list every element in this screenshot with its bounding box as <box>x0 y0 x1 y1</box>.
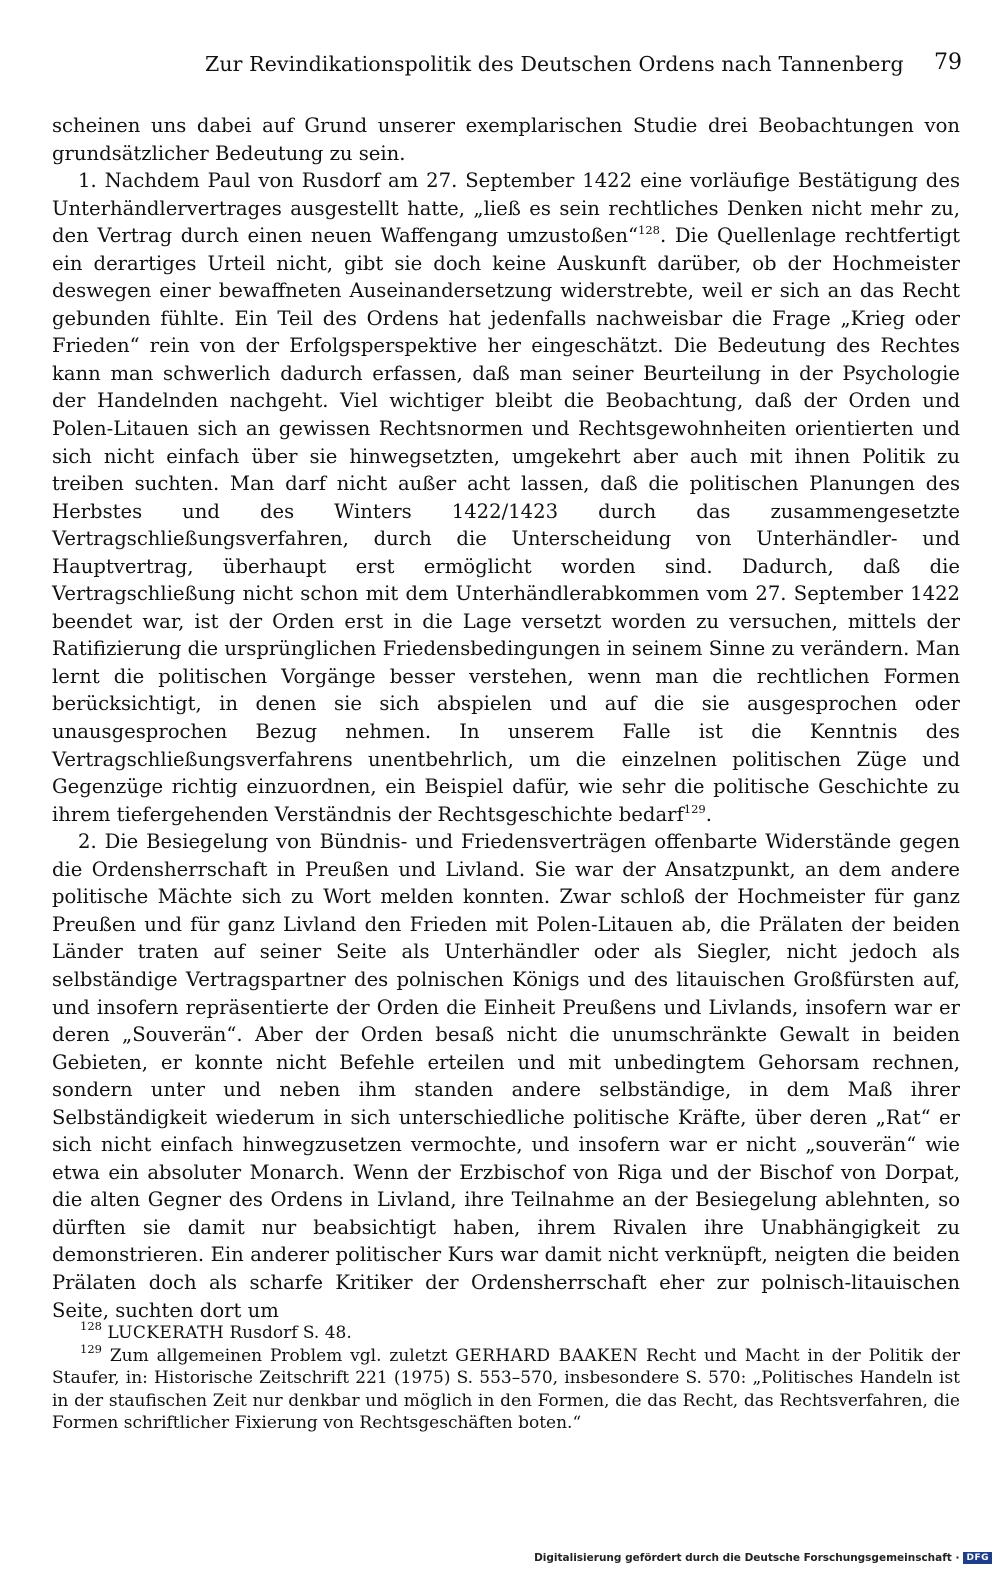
footnote-text: Recht und Macht in der Politik der Staufer, in: Historische Zeitschrift 221 (1975) S. 553–570, insbesondere S. 570: „Politisches Handeln ist in der staufischen Zeit nur denkbar und möglich in den Formen, die das Recht, das Rechtsverfahren, die Formen schriftlicher Fixierung von Rechtsgeschäften boten.“ <box>52 1345 961 1433</box>
footnotes <box>52 1319 961 1435</box>
dfg-logo: DFG <box>963 1552 992 1564</box>
paragraph-observation-1 <box>52 167 960 828</box>
footnote-text: Zum allgemeinen Problem vgl. zuletzt <box>101 1345 456 1366</box>
paragraph-continuation: scheinen uns dabei auf Grund unserer exemplarischen Studie drei Beobachtungen von grundsätzlicher Bedeutung zu sein. <box>52 114 960 165</box>
footnote-128 <box>52 1319 960 1345</box>
page-number: 79 <box>934 50 962 75</box>
footnote-text: Rusdorf S. 48. <box>224 1323 352 1343</box>
funding-note: Digitalisierung gefördert durch die Deutsche Forschungsgemeinschaft · <box>534 1552 960 1564</box>
running-title: Zur Revindikationspolitik des Deutschen Ordens nach Tannenberg <box>205 52 904 76</box>
paragraph-text: . Die Quellenlage rechtfertigt ein derartiges Urteil nicht, gibt sie doch keine Auskunft darüber, ob der Hochmeister deswegen einer bewaffneten Auseinandersetzung widerstrebte, weil er sich an das Recht gebunden fühlte. Ein Teil des Ordens hat jedenfalls nachweisbar die Frage „Krieg oder Frieden“ rein von der Erfolgsperspektive her eingeschätzt. Die Bedeutung des Rechtes kann man schwerlich dadurch erfassen, daß man seiner Beurteilung in der Psychologie der Handelnden nachgeht. Viel wichtiger bleibt die Beobachtung, daß der Orden und Polen-Litauen sich an gewissen Rechtsnormen und Rechtsgewohnheiten orientierten und sich nicht einfach über sie hinwegsetzten, umgekehrt aber auch mit ihnen Politik zu treiben suchten. Man darf nicht außer acht lassen, daß die politischen Planungen des Herbstes und des Winters 1422/1423 durch das zusammengesetzte Vertragschließungsverfahren, durch die Unterscheidung von Unterhändler- und Hauptvertrag, überhaupt erst ermöglicht worden sind. Dadurch, daß die Vertragschließung nicht schon mit dem Unterhändlerabkommen vom 27. September 1422 beendet war, ist der Orden erst in die Lage versetzt worden zu versuchen, mittels der Ratifizierung die ursprünglichen Friedensbedingungen in seinem Sinne zu verändern. Man lernt die politischen Vorgänge besser verstehen, wenn man die rechtlichen Formen berücksichtigt, in denen sie sich abspielen und auf die sie ausgesprochen oder unausgesprochen Bezug nehmen. In unserem Falle ist die Kenntnis des Vertragschließungsverfahrens unentbehrlich, um die einzelnen politischen Züge und Gegenzüge richtig einzuordnen, ein Beispiel dafür, wie sehr die politische Geschichte zu ihrem tiefergehenden Verständnis der Rechtsgeschichte bedarf <box>52 224 960 826</box>
digitization-footer <box>534 1552 992 1564</box>
footnote-author: GERHARD BAAKEN <box>455 1345 639 1366</box>
footnote-number: 129 <box>80 1341 102 1356</box>
main-text <box>52 112 960 1324</box>
paragraph-text: 1. Nachdem Paul von Rusdorf am 27. September 1422 eine vorläufige Bestätigung des Unterhändlervertrages ausgestellt hatte, „ließ es sein rechtliches Denken nicht mehr zu, den Vertrag durch einen neuen Waffengang umzustoßen“ <box>52 169 960 248</box>
footnote-author: LUCKERATH <box>107 1323 225 1343</box>
page-header <box>0 52 1000 92</box>
footnote-ref-129[interactable]: 129 <box>683 801 706 816</box>
footnote-number: 128 <box>80 1319 102 1333</box>
paragraph-observation-2: 2. Die Besiegelung von Bündnis- und Friedensverträgen offenbarte Widerstände gegen die Ordensherrschaft in Preußen und Livland. Sie war der Ansatzpunkt, an dem andere politische Mächte sich zu Wort melden konnten. Zwar schloß der Hochmeister für ganz Preußen und für ganz Livland den Frieden mit Polen-Litauen ab, die Prälaten der beiden Länder traten auf seiner Seite als Unterhändler oder als Siegler, nicht jedoch als selbständige Vertragspartner des polnischen Königs und des litauischen Großfürsten auf, und insofern repräsentierte der Orden die Einheit Preußens und Livlands, insofern war er deren „Souverän“. Aber der Orden besaß nicht die unumschränkte Gewalt in beiden Gebieten, er konnte nicht Befehle erteilen und mit unbedingtem Gehorsam rechnen, sondern unter und neben ihm standen andere selbständige, in dem Maß ihrer Selbständigkeit wiederum in sich unterschiedliche politische Kräfte, über deren „Rat“ er sich nicht einfach hinwegzusetzen vermochte, und insofern war er nicht „souverän“ wie etwa ein absoluter Monarch. Wenn der Erzbischof von Riga und der Bischof von Dorpat, die alten Gegner des Ordens in Livland, ihre Teilnahme an der Besiegelung ablehnten, so dürften sie damit nur beabsichtigt haben, ihrem Rivalen ihre Unabhängigkeit zu demonstrieren. Ein anderer politischer Kurs war damit nicht verknüpft, neigten die beiden Prälaten doch als scharfe Kritiker der Ordensherrschaft eher zur polnisch-litauischen Seite, suchten dort um <box>52 830 960 1322</box>
paragraph-text: . <box>705 802 712 826</box>
footnote-129 <box>52 1341 961 1435</box>
footnote-ref-128[interactable]: 128 <box>638 223 660 238</box>
